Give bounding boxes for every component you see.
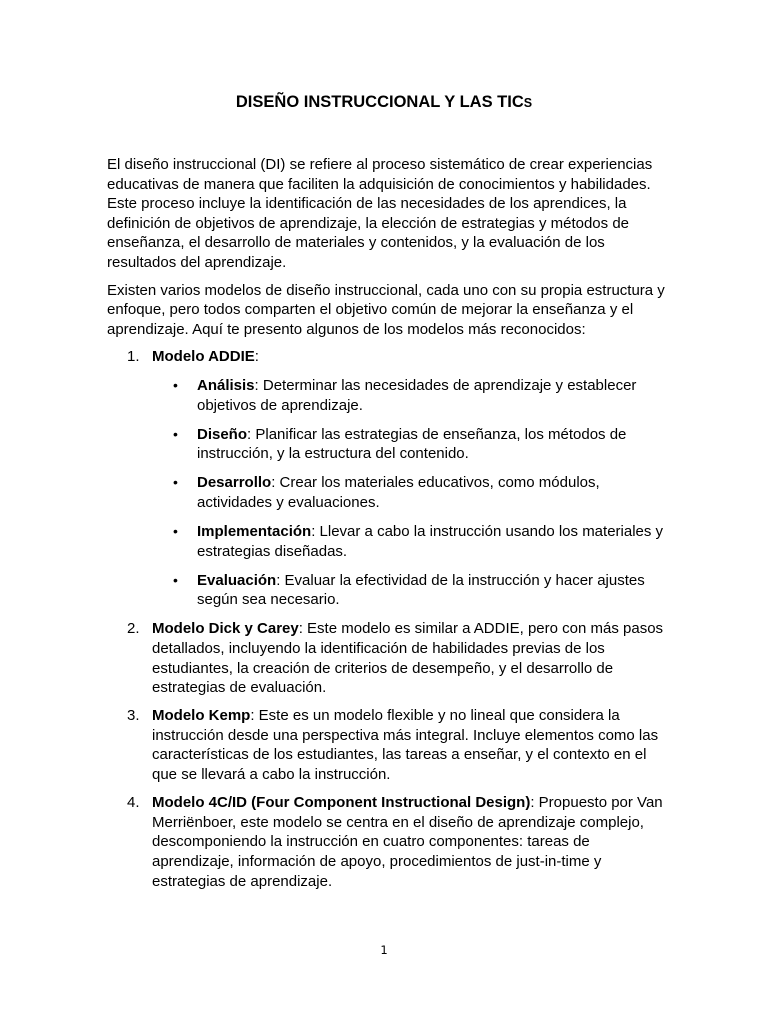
phase-name: Implementación <box>197 523 312 540</box>
document-body <box>107 155 667 900</box>
model-description: : Este modelo es similar a ADDIE, pero con más pasos detallados, incluyendo la identificación de habilidades previas de los estudiantes, la creación de criterios de desempeño, y el desarrollo de estrategias de evaluación. <box>152 620 664 697</box>
addie-phases-list <box>152 376 667 610</box>
phase-name: Diseño <box>197 425 248 443</box>
document-title <box>0 91 768 114</box>
phase-item-analisis <box>152 376 667 415</box>
phase-item-desarrollo <box>152 473 667 512</box>
document-title-suffix: S <box>523 96 533 110</box>
models-intro-paragraph: Existen varios modelos de diseño instruccional, cada uno con su propia estructura y enfoque, pero todos comparten el objetivo común de mejorar la enseñanza y el aprendizaje. Aquí te presento algunos de los modelos más reconocidos: <box>107 281 665 338</box>
model-item-addie <box>107 347 667 610</box>
bullet-icon: • <box>173 571 178 588</box>
model-name: Modelo Dick y Carey <box>152 620 299 638</box>
phase-item-evaluacion <box>152 571 667 610</box>
models-list <box>107 347 667 891</box>
phase-description: : Planificar las estrategias de enseñanza, los métodos de instrucción, y la estructura del contenido. <box>197 425 627 463</box>
model-name: Modelo ADDIE <box>152 348 255 366</box>
page-number: 1 <box>380 943 388 957</box>
phase-name: Desarrollo <box>197 474 272 492</box>
bullet-icon: • <box>173 425 178 442</box>
bullet-icon: • <box>173 523 178 539</box>
intro-paragraph: El diseño instruccional (DI) se refiere al proceso sistemático de crear experiencias educativas de manera que faciliten la adquisición de conocimientos y habilidades. Este proceso incluye la identificación de las necesidades de los aprendices, la definición de objetivos de aprendizaje, la elección de estrategias y métodos de enseñanza, el desarrollo de materiales y contenidos, y la evaluación de los resultados del aprendizaje. <box>107 156 653 271</box>
model-item-4cid <box>107 793 667 891</box>
bullet-icon: • <box>173 474 178 491</box>
list-number: 3. <box>127 707 140 725</box>
phase-name: Evaluación <box>197 571 277 589</box>
model-description: : Este es un modelo flexible y no lineal que considera la instrucción desde una perspectiva más integral. Incluye elementos como las características de los estudiantes, las tareas a enseñar, y el contexto en el que se llevará a cabo la instrucción. <box>152 707 659 784</box>
phase-name: Análisis <box>197 376 255 394</box>
model-name: Modelo 4C/ID (Four Component Instructional Design) <box>152 794 531 812</box>
list-number: 4. <box>127 794 140 812</box>
phase-description: : Determinar las necesidades de aprendizaje y establecer objetivos de aprendizaje. <box>197 376 637 414</box>
phase-description: : Crear los materiales educativos, como módulos, actividades y evaluaciones. <box>197 474 600 511</box>
model-item-dick-carey <box>107 619 667 697</box>
model-name: Modelo Kemp <box>152 707 251 725</box>
phase-item-implementacion <box>152 522 667 561</box>
phase-description: : Llevar a cabo la instrucción usando los materiales y estrategias diseñadas. <box>197 523 664 560</box>
document-title-main: DISEÑO INSTRUCCIONAL Y LAS TIC <box>235 93 524 111</box>
list-number: 2. <box>127 620 140 638</box>
model-item-kemp <box>107 706 667 784</box>
model-description: : Propuesto por Van Merriënboer, este modelo se centra en el diseño de aprendizaje complejo, descomponiendo la instrucción en cuatro componentes: tareas de aprendizaje, información de apoyo, procedimientos de just-in-time y estrategias de aprendizaje. <box>152 794 663 890</box>
bullet-icon: • <box>173 376 178 393</box>
phase-item-diseno <box>152 425 667 464</box>
list-number: 1. <box>127 348 140 366</box>
phase-description: : Evaluar la efectividad de la instrucción y hacer ajustes según sea necesario. <box>197 571 645 609</box>
model-description: : <box>254 348 259 366</box>
